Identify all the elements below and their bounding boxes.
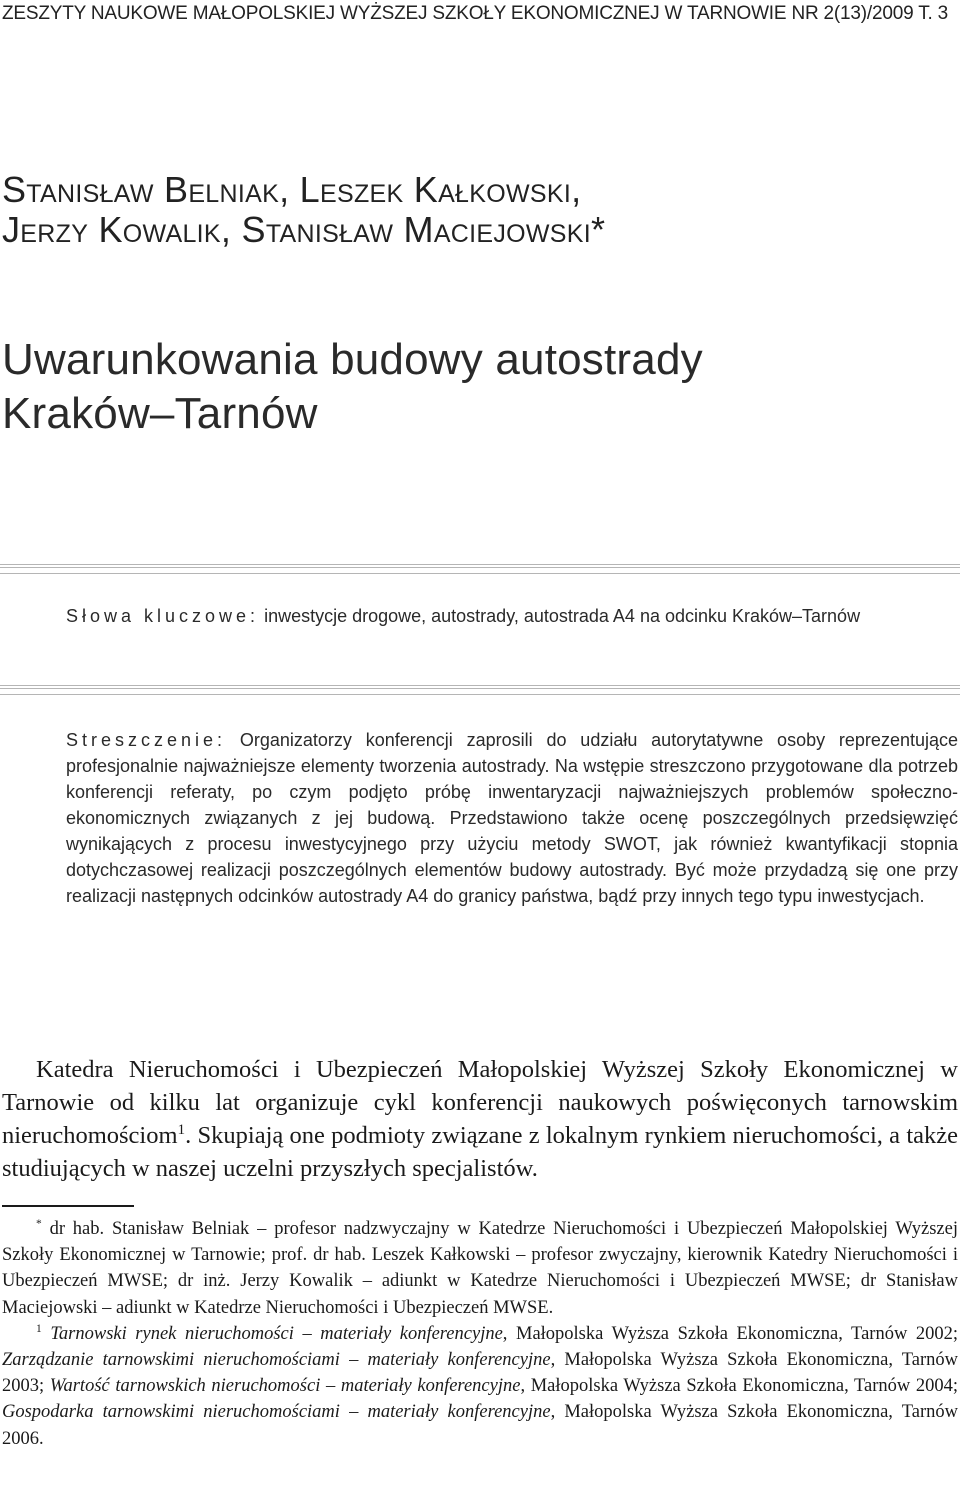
footnote-1-pub-3: , Małopolska Wyższa Szkoła Ekonomiczna, Tarnów 2004; xyxy=(520,1376,958,1397)
footnote-1 xyxy=(2,1321,958,1452)
keywords-text: inwestycje drogowe, autostrady, autostrada A4 na odcinku Kraków–Tarnów xyxy=(259,606,861,626)
title-line-2: Kraków–Tarnów xyxy=(2,389,318,438)
footnote-1-pub-4: , Małopolska Wyższa Szkoła Ekonomiczna, Tarnów 2006. xyxy=(2,1402,958,1449)
running-head-text: ZESZYTY NAUKOWE MAŁOPOLSKIEJ WYŻSZEJ SZKOŁY EKONOMICZNEJ W TARNOWIE NR 2(13)/2009 T. 3 xyxy=(2,3,949,24)
author-line-1: Stanisław Belniak, Leszek Kałkowski, xyxy=(2,169,582,210)
top-divider xyxy=(0,564,960,574)
footnote-1-pub-1: , Małopolska Wyższa Szkoła Ekonomiczna, Tarnów 2002; xyxy=(502,1323,959,1344)
body-paragraph xyxy=(2,1053,958,1185)
footnotes xyxy=(2,1216,958,1452)
article-title xyxy=(2,333,942,441)
middle-divider xyxy=(0,685,960,695)
title-line-1: Uwarunkowania budowy autostrady xyxy=(2,335,703,384)
author-line-2: Jerzy Kowalik, Stanisław Maciejowski* xyxy=(2,209,606,250)
footnote-1-pub-2: , Małopolska Wyższa Szkoła Ekonomiczna, Tarnów 2003; xyxy=(2,1350,958,1397)
keywords-section xyxy=(66,603,958,629)
footnote-star-text: dr hab. Stanisław Belniak – profesor nadzwyczajny w Katedrze Nieruchomości i Ubezpieczeń Małopolskiej Wyższej Szkoły Ekonomicznej w Tarnowie; prof. dr hab. Leszek Kałkowski – profesor zwyczajny, kierownik Katedry Nieruchomości i Ubezpieczeń MWSE; dr inż. Jerzy Kowalik – adiunkt w Katedrze Nieruchomości i Ubezpieczeń MWSE; dr Stanisław Maciejowski – adiunkt w Katedrze Nieruchomości i Ubezpieczeń MWSE. xyxy=(2,1219,958,1318)
author-list xyxy=(2,170,942,250)
abstract-text: Organizatorzy konferencji zaprosili do udziału autorytatywne osoby reprezentujące profesjonalnie najważniejsze elementy tworzenia autostrady. Na wstępie streszczono przygotowane dla potrzeb konferencji referaty, po czym podjęto próbę inwentaryzacji najważniejszych problemów społeczno-ekonomicznych związanych z jej budową. Przedstawiono także ocenę poszczególnych przedsięwzięć wynikających z procesu inwestycyjnego przy użyciu metody SWOT, jak również kwantyfikacji stopnia dotychczasowej realizacji poszczególnych elementów budowy autostrady. Być może przydadzą się one przy realizacji następnych odcinków autostrady A4 do granicy państwa, bądź przy innych tego typu inwestycjach. xyxy=(66,730,958,906)
footnote-star-marker: * xyxy=(36,1217,42,1230)
body-text-end: . Skupiają one podmioty związane z lokalnym rynkiem nieruchomości, a także studiujących w naszej uczelni przyszłych specjalistów. xyxy=(2,1122,958,1182)
footnote-1-title-1: Tarnowski rynek nieruchomości – materiały konferencyjne xyxy=(50,1323,503,1344)
running-head xyxy=(2,3,958,25)
abstract-label: Streszczenie: xyxy=(66,730,227,750)
body-text-start: Katedra Nieruchomości i Ubezpieczeń Małopolskiej Wyższej Szkoły Ekonomicznej w Tarnowie od kilku lat organizuje cykl konferencji naukowych poświęconych tarnowskim nieruchomościom xyxy=(2,1056,958,1149)
keywords-label: Słowa kluczowe: xyxy=(66,606,260,626)
footnote-1-title-4: Gospodarka tarnowskimi nieruchomościami – materiały konferencyjne xyxy=(2,1402,551,1423)
footnote-ref-1[interactable]: 1 xyxy=(177,1120,186,1138)
footnote-1-marker: 1 xyxy=(36,1322,42,1335)
footnote-star xyxy=(2,1216,958,1321)
abstract-section xyxy=(66,727,958,909)
footnote-1-title-3: Wartość tarnowskich nieruchomości – materiały konferencyjne xyxy=(49,1376,521,1397)
footnote-1-title-2: Zarządzanie tarnowskimi nieruchomościami – materiały konferencyjne xyxy=(2,1350,551,1371)
footnote-separator xyxy=(2,1205,134,1207)
